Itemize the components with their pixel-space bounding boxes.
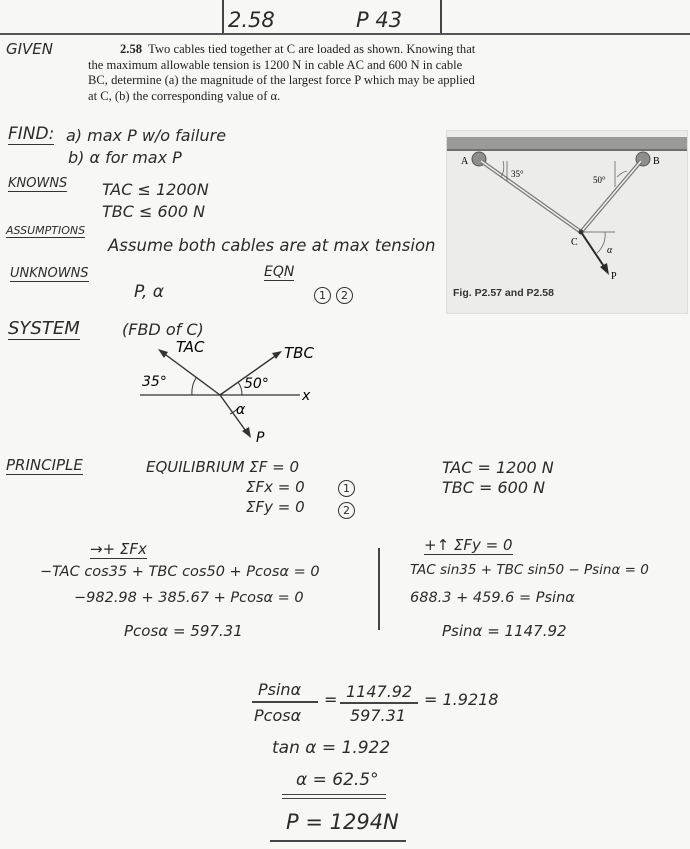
principle-tbc-value: TBC = 600 N	[442, 478, 546, 497]
find-b: b) α for max P	[68, 148, 182, 167]
eqn-circle-1: 1	[314, 287, 331, 304]
header-divider-left	[222, 0, 224, 34]
fy-heading: +↑ ΣFy = 0	[424, 536, 513, 554]
problem-line-4: at C, (b) the corresponding value of α.	[88, 88, 281, 103]
system-subtitle: (FBD of C)	[122, 320, 204, 339]
ratio-result: = 1.9218	[424, 690, 499, 709]
ratio-bar-left	[252, 701, 318, 703]
fbd-p: P	[256, 430, 265, 446]
eqn-label: EQN	[264, 264, 295, 280]
known-tac: TAC ≤ 1200N	[102, 180, 209, 199]
header-problem-number: 2.58	[228, 8, 275, 32]
principle-circle-2: 2	[338, 502, 355, 519]
label-p: P	[611, 271, 617, 282]
header-bottom-rule	[0, 33, 690, 35]
alpha-underline-2	[282, 798, 386, 799]
principle-sum-fy: ΣFy = 0	[246, 498, 305, 516]
principle-sum-fx: ΣFx = 0	[246, 478, 305, 496]
alpha-underline-1	[282, 794, 386, 795]
ceiling	[447, 137, 687, 151]
fy-result: Psinα = 1147.92	[442, 622, 567, 640]
known-tbc: TBC ≤ 600 N	[102, 202, 206, 221]
principle-label: PRINCIPLE	[6, 456, 83, 474]
fy-eq1: TAC sin35 + TBC sin50 − Psinα = 0	[410, 562, 649, 578]
fbd-tac: TAC	[176, 338, 205, 356]
ratio-bar-right	[340, 702, 418, 704]
cable-figure	[447, 131, 687, 291]
label-a: A	[461, 156, 469, 167]
figure-panel	[446, 130, 688, 314]
find-a: a) max P w/o failure	[66, 126, 227, 145]
fbd-alpha: α	[236, 402, 246, 418]
ratio-num-right: 1147.92	[346, 682, 413, 701]
label-b: B	[653, 156, 660, 167]
assumptions-text: Assume both cables are at max tension	[108, 236, 436, 255]
ratio-num-left: Psinα	[258, 680, 302, 699]
header-divider-right	[440, 0, 442, 34]
unknowns-label: UNKNOWNS	[10, 266, 89, 281]
principle-equilibrium: EQUILIBRIUM ΣF = 0	[146, 458, 300, 476]
fx-heading: →+ ΣFx	[90, 540, 147, 558]
alpha-result: α = 62.5°	[296, 770, 379, 790]
label-alpha: α	[607, 245, 613, 256]
given-label: GIVEN	[6, 40, 54, 58]
ratio-den-right: 597.31	[350, 706, 406, 725]
fbd-35: 35°	[142, 374, 167, 390]
tan-alpha: tan α = 1.922	[272, 738, 391, 758]
eqn-circle-2: 2	[336, 287, 353, 304]
principle-circle-1: 1	[338, 480, 355, 497]
fbd-tbc: TBC	[284, 344, 314, 362]
assumptions-label: ASSUMPTIONS	[6, 224, 86, 237]
fbd-x: x	[302, 388, 311, 404]
problem-line-1: 2.58 Two cables tied together at C are loaded as shown. Knowing that	[120, 42, 476, 56]
p-result: P = 1294N	[286, 810, 399, 834]
problem-statement	[88, 42, 508, 104]
system-label: SYSTEM	[8, 318, 80, 339]
knowns-label: KNOWNS	[8, 176, 68, 191]
column-divider	[378, 548, 380, 630]
problem-number: 2.58	[120, 42, 143, 56]
principle-tac-value: TAC = 1200 N	[442, 458, 554, 477]
p-underline	[270, 840, 406, 842]
label-50: 50°	[593, 175, 606, 185]
find-label: FIND:	[8, 124, 55, 144]
ratio-equals-1: =	[324, 690, 338, 709]
header-page: P 43	[356, 8, 403, 32]
fbd-50: 50°	[244, 376, 269, 392]
fx-result: Pcosα = 597.31	[124, 622, 243, 640]
ratio-den-left: Pcosα	[254, 706, 302, 725]
fx-eq1: −TAC cos35 + TBC cos50 + Pcosα = 0	[40, 564, 320, 580]
force-p	[581, 232, 607, 271]
free-body-diagram	[130, 338, 330, 448]
problem-line-2: the maximum allowable tension is 1200 N in cable AC and 600 N in cable	[88, 57, 463, 72]
unknowns-values: P, α	[134, 282, 164, 302]
eqn-circles	[314, 284, 358, 304]
fy-eq2: 688.3 + 459.6 = Psinα	[410, 590, 575, 606]
fx-eq2: −982.98 + 385.67 + Pcosα = 0	[74, 590, 304, 606]
label-35: 35°	[511, 169, 524, 179]
figure-caption: Fig. P2.57 and P2.58	[453, 287, 554, 299]
label-c: C	[571, 237, 578, 248]
problem-line-3: BC, determine (a) the magnitude of the largest force P which may be applied	[88, 73, 475, 87]
